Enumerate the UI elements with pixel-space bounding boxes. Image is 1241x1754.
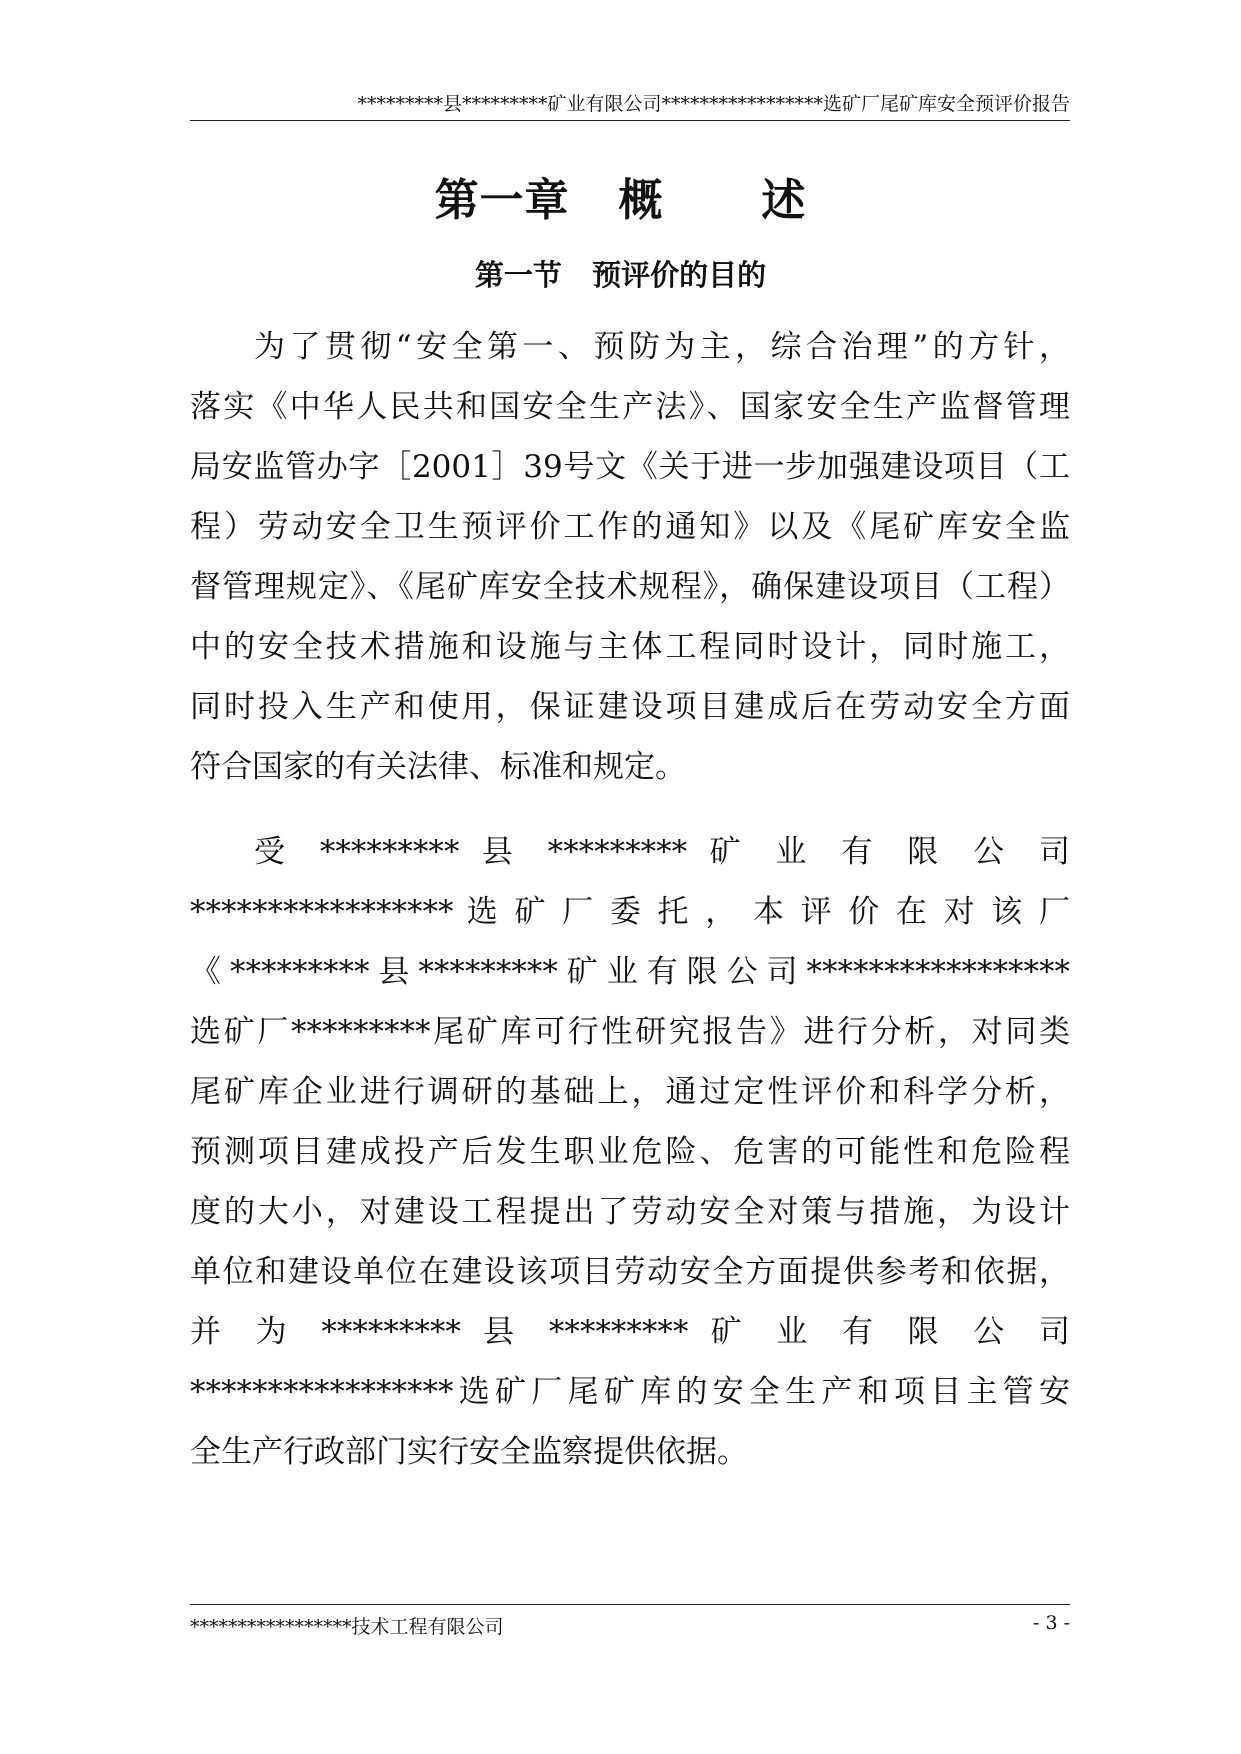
paragraph-1-line: 程）劳动安全卫生预评价工作的通知》以及《尾矿库安全监 <box>190 509 1070 545</box>
chapter-title: 第一章 概 述 <box>434 175 807 226</box>
paragraph-1-line: 落实《中华人民共和国安全生产法》、国家安全生产监督管理 <box>190 389 1070 425</box>
page-number: - 3 - <box>1032 1612 1070 1634</box>
paragraph-1-line: 督管理规定》、《尾矿库安全技术规程》，确保建设项目（工程） <box>190 569 1070 605</box>
paragraph-2-line: ***************** 选 矿 厂 委 托 ， 本 评 价 在 对 该 厂 <box>190 894 1070 930</box>
paragraph-2-line: 单位和建设单位在建设该项目劳动安全方面提供参考和依据， <box>190 1254 1070 1290</box>
paragraph-2-line: 预测项目建成投产后发生职业危险、危害的可能性和危险程 <box>190 1134 1070 1170</box>
paragraph-2-line: 受 ********* 县 ********* 矿 业 有 限 公 司 <box>254 834 1070 870</box>
paragraph-1-line: 中的安全技术措施和设施与主体工程同时设计，同时施工， <box>190 629 1070 665</box>
section-title: 第一节 预评价的目的 <box>474 258 767 292</box>
paragraph-2-line: 尾矿库企业进行调研的基础上，通过定性评价和科学分析， <box>190 1074 1070 1110</box>
paragraph-1-line: 局安监管办字［2001］39号文《关于进一步加强建设项目（工 <box>190 449 1070 485</box>
paragraph-2-line: 并 为 ********* 县 ********* 矿 业 有 限 公 司 <box>190 1314 1070 1350</box>
header-rule <box>190 120 1070 121</box>
paragraph-1-line: 同时投入生产和使用，保证建设项目建成后在劳动安全方面 <box>190 689 1070 725</box>
paragraph-2-line: 《*********县*********矿业有限公司***************** <box>190 954 1070 990</box>
running-header: *********县*********矿业有限公司*****************选矿厂尾矿库安全预评价报告 <box>357 93 1070 115</box>
paragraph-2-line: *****************选矿厂尾矿库的安全生产和项目主管安 <box>190 1374 1070 1410</box>
paragraph-2-line: 选矿厂*********尾矿库可行性研究报告》进行分析，对同类 <box>190 1014 1070 1050</box>
paragraph-2-line: 全生产行政部门实行安全监察提供依据。 <box>190 1434 748 1470</box>
footer-rule <box>190 1604 1070 1605</box>
paragraph-2-line: 度的大小，对建设工程提出了劳动安全对策与措施，为设计 <box>190 1194 1070 1230</box>
paragraph-1-line: 为了贯彻“安全第一、预防为主，综合治理”的方针， <box>254 329 1070 365</box>
footer-company: *****************技术工程有限公司 <box>190 1616 504 1638</box>
paragraph-1-line: 符合国家的有关法律、标准和规定。 <box>190 749 686 785</box>
